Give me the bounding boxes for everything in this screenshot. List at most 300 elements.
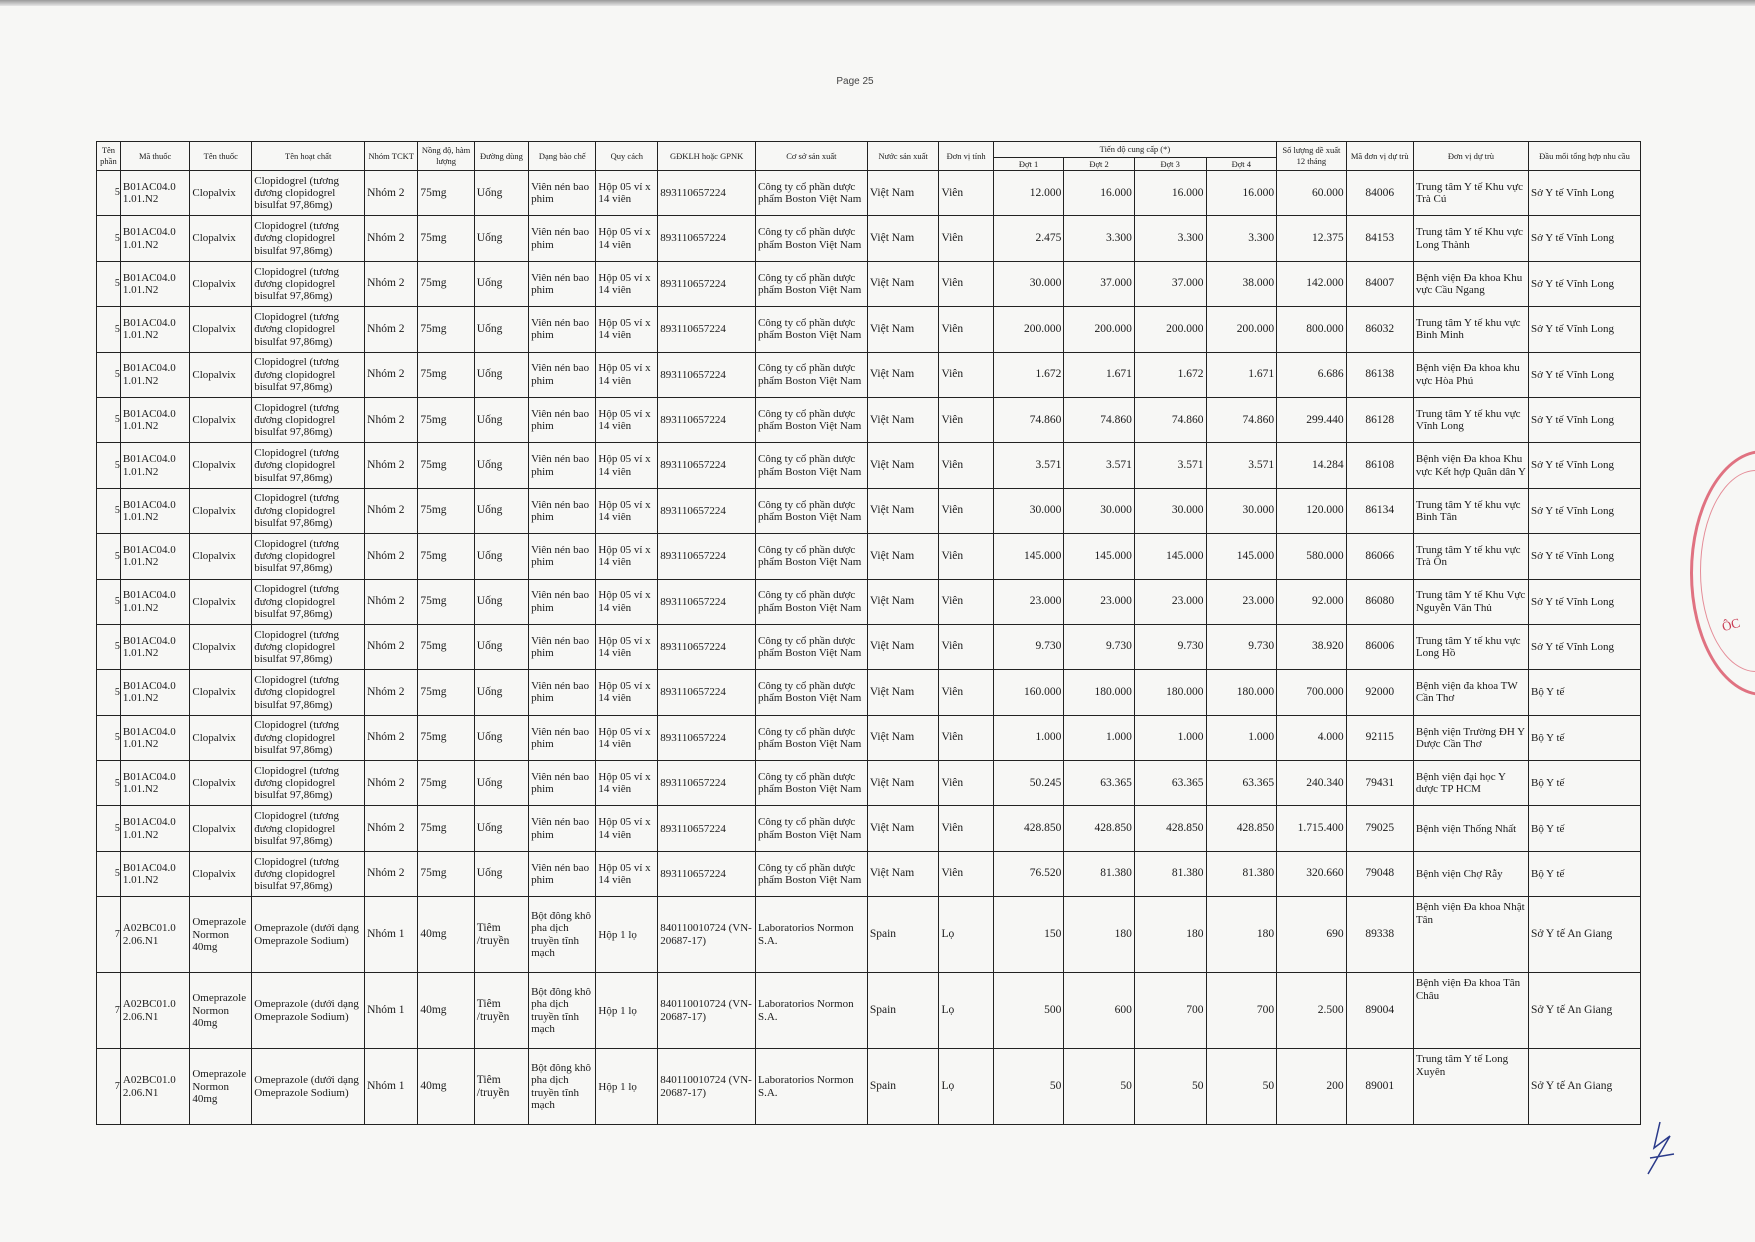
cell-route: Uống [474,488,528,533]
cell-manufacturer: Công ty cổ phần dược phẩm Boston Việt Nam [755,307,867,352]
cell-drug-name: Clopalvix [190,579,252,624]
cell-coordinator: Sở Y tế An Giang [1528,897,1640,973]
cell-route: Uống [474,761,528,806]
cell-manufacturer: Công ty cổ phần dược phẩm Boston Việt Nam [755,806,867,851]
cell-quantity-12-months: 6.686 [1277,352,1346,397]
cell-packaging: Hộp 05 vỉ x 14 viên [596,806,658,851]
cell-requesting-unit: Trung tâm Y tế khu vực Trà Ôn [1413,534,1528,579]
cell-unit-code: 86108 [1346,443,1413,488]
table-row [97,443,1641,488]
cell-registration-number: 893110657224 [658,624,756,669]
cell-packaging: Hộp 05 vỉ x 14 viên [596,307,658,352]
cell-unit-code: 79431 [1346,761,1413,806]
cell-requesting-unit: Trung tâm Y tế khu vực Bình Minh [1413,307,1528,352]
cell-registration-number: 893110657224 [658,443,756,488]
cell-drug-code: B01AC04.0 1.01.N2 [120,171,189,216]
cell-active-ingredient: Clopidogrel (tương đương clopidogrel bisulfat 97,86mg) [252,534,365,579]
header-so-luong: Số lượng dề xuất 12 tháng [1277,142,1346,171]
cell-unit-code: 92115 [1346,715,1413,760]
cell-batch-1: 145.000 [993,534,1064,579]
cell-batch-1: 200.000 [993,307,1064,352]
header-ten-phan: Tên phần [97,142,121,171]
cell-packaging: Hộp 05 vỉ x 14 viên [596,534,658,579]
cell-route: Tiêm /truyền [474,973,528,1049]
cell-drug-name: Clopalvix [190,352,252,397]
cell-batch-1: 9.730 [993,624,1064,669]
cell-group: Nhóm 2 [365,261,418,306]
header-duong-dung: Đường dùng [474,142,528,171]
cell-packaging: Hộp 05 vỉ x 14 viên [596,670,658,715]
cell-row-stt: 5 [97,715,121,760]
cell-country: Việt Nam [867,171,939,216]
header-gdklh: GĐKLH hoặc GPNK [658,142,756,171]
cell-requesting-unit: Bệnh viện Chợ Rẫy [1413,851,1528,896]
cell-concentration: 75mg [418,534,474,579]
cell-requesting-unit: Bệnh viện Đa khoa Tân Châu [1413,973,1528,1049]
cell-registration-number: 893110657224 [658,352,756,397]
cell-batch-2: 1.000 [1064,715,1135,760]
cell-requesting-unit: Trung tâm Y tế Khu Vực Nguyễn Văn Thủ [1413,579,1528,624]
cell-packaging: Hộp 05 vỉ x 14 viên [596,261,658,306]
cell-requesting-unit: Bệnh viện đa khoa TW Cần Thơ [1413,670,1528,715]
cell-registration-number: 893110657224 [658,534,756,579]
cell-coordinator: Sở Y tế Vĩnh Long [1528,261,1640,306]
cell-batch-2: 180 [1064,897,1135,973]
cell-packaging: Hộp 1 lọ [596,973,658,1049]
cell-manufacturer: Công ty cổ phần dược phẩm Boston Việt Nam [755,352,867,397]
cell-quantity-12-months: 700.000 [1277,670,1346,715]
cell-unit: Viên [939,488,993,533]
cell-concentration: 75mg [418,806,474,851]
cell-registration-number: 840110010724 (VN-20687-17) [658,973,756,1049]
cell-batch-3: 81.380 [1134,851,1206,896]
cell-unit-code: 86128 [1346,397,1413,442]
cell-unit: Viên [939,216,993,261]
cell-group: Nhóm 2 [365,488,418,533]
cell-manufacturer: Công ty cổ phần dược phẩm Boston Việt Nam [755,715,867,760]
cell-batch-3: 180.000 [1134,670,1206,715]
cell-packaging: Hộp 05 vỉ x 14 viên [596,761,658,806]
cell-row-stt: 5 [97,443,121,488]
cell-batch-4: 3.571 [1206,443,1277,488]
cell-drug-code: B01AC04.0 1.01.N2 [120,443,189,488]
cell-quantity-12-months: 38.920 [1277,624,1346,669]
cell-packaging: Hộp 1 lọ [596,897,658,973]
cell-concentration: 75mg [418,307,474,352]
cell-manufacturer: Laboratorios Normon S.A. [755,973,867,1049]
cell-batch-1: 3.571 [993,443,1064,488]
header-dot-1: Đợt 1 [993,158,1064,171]
cell-unit: Viên [939,670,993,715]
cell-batch-1: 30.000 [993,488,1064,533]
cell-batch-2: 63.365 [1064,761,1135,806]
cell-packaging: Hộp 05 vỉ x 14 viên [596,851,658,896]
cell-unit-code: 86066 [1346,534,1413,579]
cell-requesting-unit: Bệnh viện Trường ĐH Y Dược Cần Thơ [1413,715,1528,760]
cell-row-stt: 5 [97,307,121,352]
cell-unit: Viên [939,534,993,579]
cell-group: Nhóm 2 [365,670,418,715]
cell-registration-number: 893110657224 [658,397,756,442]
cell-drug-code: B01AC04.0 1.01.N2 [120,806,189,851]
cell-packaging: Hộp 05 vỉ x 14 viên [596,443,658,488]
drug-requirement-table [96,141,1641,1125]
cell-unit: Viên [939,171,993,216]
cell-dosage-form: Viên nén bao phim [529,715,596,760]
cell-packaging: Hộp 05 vỉ x 14 viên [596,624,658,669]
cell-country: Việt Nam [867,670,939,715]
drug-table-container [96,141,1641,1125]
cell-row-stt: 5 [97,534,121,579]
cell-batch-4: 180.000 [1206,670,1277,715]
cell-registration-number: 893110657224 [658,488,756,533]
cell-country: Việt Nam [867,579,939,624]
cell-requesting-unit: Bệnh viện Đa khoa khu vực Hòa Phú [1413,352,1528,397]
table-row [97,534,1641,579]
cell-coordinator: Sở Y tế Vĩnh Long [1528,488,1640,533]
cell-active-ingredient: Omeprazole (dưới dạng Omeprazole Sodium) [252,1049,365,1125]
cell-batch-4: 1.671 [1206,352,1277,397]
table-row [97,1049,1641,1125]
cell-unit: Viên [939,806,993,851]
cell-batch-4: 428.850 [1206,806,1277,851]
cell-quantity-12-months: 142.000 [1277,261,1346,306]
cell-row-stt: 5 [97,579,121,624]
cell-country: Việt Nam [867,624,939,669]
cell-coordinator: Sở Y tế Vĩnh Long [1528,216,1640,261]
cell-unit: Viên [939,715,993,760]
cell-drug-name: Clopalvix [190,443,252,488]
cell-active-ingredient: Clopidogrel (tương đương clopidogrel bisulfat 97,86mg) [252,715,365,760]
cell-coordinator: Sở Y tế Vĩnh Long [1528,579,1640,624]
cell-row-stt: 5 [97,397,121,442]
cell-route: Uống [474,534,528,579]
cell-drug-name: Clopalvix [190,534,252,579]
cell-coordinator: Bộ Y tế [1528,806,1640,851]
cell-concentration: 75mg [418,216,474,261]
table-row [97,670,1641,715]
cell-concentration: 75mg [418,761,474,806]
cell-batch-3: 145.000 [1134,534,1206,579]
cell-row-stt: 7 [97,897,121,973]
cell-country: Spain [867,897,939,973]
cell-active-ingredient: Clopidogrel (tương đương clopidogrel bisulfat 97,86mg) [252,761,365,806]
table-row [97,806,1641,851]
cell-batch-4: 180 [1206,897,1277,973]
cell-batch-4: 63.365 [1206,761,1277,806]
cell-concentration: 75mg [418,352,474,397]
cell-group: Nhóm 2 [365,534,418,579]
cell-coordinator: Sở Y tế An Giang [1528,973,1640,1049]
cell-batch-2: 23.000 [1064,579,1135,624]
cell-concentration: 75mg [418,443,474,488]
cell-country: Spain [867,1049,939,1125]
cell-route: Tiêm /truyền [474,1049,528,1125]
cell-batch-4: 3.300 [1206,216,1277,261]
cell-unit-code: 79048 [1346,851,1413,896]
cell-requesting-unit: Trung tâm Y tế khu vực Vĩnh Long [1413,397,1528,442]
cell-registration-number: 893110657224 [658,171,756,216]
cell-concentration: 75mg [418,715,474,760]
cell-concentration: 75mg [418,397,474,442]
cell-dosage-form: Viên nén bao phim [529,307,596,352]
cell-registration-number: 893110657224 [658,806,756,851]
cell-batch-2: 30.000 [1064,488,1135,533]
cell-unit-code: 84007 [1346,261,1413,306]
cell-requesting-unit: Bệnh viện Thống Nhất [1413,806,1528,851]
cell-drug-code: B01AC04.0 1.01.N2 [120,670,189,715]
cell-batch-2: 1.671 [1064,352,1135,397]
cell-coordinator: Sở Y tế Vĩnh Long [1528,624,1640,669]
cell-manufacturer: Công ty cổ phần dược phẩm Boston Việt Nam [755,624,867,669]
cell-batch-4: 50 [1206,1049,1277,1125]
cell-coordinator: Sở Y tế An Giang [1528,1049,1640,1125]
cell-batch-3: 23.000 [1134,579,1206,624]
cell-batch-1: 2.475 [993,216,1064,261]
cell-dosage-form: Viên nén bao phim [529,579,596,624]
header-ma-thuoc: Mã thuốc [120,142,189,171]
cell-group: Nhóm 2 [365,579,418,624]
table-row [97,397,1641,442]
cell-batch-2: 9.730 [1064,624,1135,669]
cell-group: Nhóm 1 [365,897,418,973]
cell-concentration: 40mg [418,973,474,1049]
cell-unit: Viên [939,761,993,806]
cell-drug-code: B01AC04.0 1.01.N2 [120,761,189,806]
cell-drug-name: Clopalvix [190,624,252,669]
cell-row-stt: 5 [97,171,121,216]
cell-unit: Viên [939,307,993,352]
cell-row-stt: 7 [97,973,121,1049]
cell-unit: Lọ [939,973,993,1049]
header-dot-2: Đợt 2 [1064,158,1135,171]
cell-batch-2: 145.000 [1064,534,1135,579]
cell-batch-1: 76.520 [993,851,1064,896]
cell-row-stt: 5 [97,624,121,669]
cell-batch-2: 81.380 [1064,851,1135,896]
cell-registration-number: 893110657224 [658,579,756,624]
header-dot-3: Đợt 3 [1134,158,1206,171]
cell-row-stt: 5 [97,216,121,261]
cell-row-stt: 5 [97,488,121,533]
cell-unit-code: 92000 [1346,670,1413,715]
cell-unit: Viên [939,624,993,669]
cell-concentration: 75mg [418,670,474,715]
cell-drug-name: Clopalvix [190,261,252,306]
cell-batch-1: 74.860 [993,397,1064,442]
header-nuoc-san-xuat: Nước sản xuất [867,142,939,171]
cell-concentration: 75mg [418,624,474,669]
cell-coordinator: Sở Y tế Vĩnh Long [1528,352,1640,397]
cell-group: Nhóm 2 [365,397,418,442]
cell-dosage-form: Bột đông khô pha dịch truyền tĩnh mạch [529,1049,596,1125]
cell-batch-4: 23.000 [1206,579,1277,624]
header-ten-hoat-chat: Tên hoạt chất [252,142,365,171]
cell-route: Uống [474,307,528,352]
cell-active-ingredient: Clopidogrel (tương đương clopidogrel bisulfat 97,86mg) [252,851,365,896]
cell-unit: Viên [939,352,993,397]
cell-manufacturer: Laboratorios Normon S.A. [755,1049,867,1125]
cell-batch-1: 50.245 [993,761,1064,806]
cell-batch-3: 3.571 [1134,443,1206,488]
cell-country: Việt Nam [867,352,939,397]
cell-coordinator: Bộ Y tế [1528,851,1640,896]
cell-unit: Viên [939,579,993,624]
cell-batch-4: 38.000 [1206,261,1277,306]
cell-coordinator: Sở Y tế Vĩnh Long [1528,171,1640,216]
cell-batch-3: 50 [1134,1049,1206,1125]
cell-batch-1: 160.000 [993,670,1064,715]
cell-quantity-12-months: 120.000 [1277,488,1346,533]
cell-drug-code: B01AC04.0 1.01.N2 [120,534,189,579]
cell-route: Uống [474,261,528,306]
cell-concentration: 75mg [418,488,474,533]
cell-dosage-form: Viên nén bao phim [529,171,596,216]
cell-batch-3: 1.672 [1134,352,1206,397]
cell-dosage-form: Bột đông khô pha dịch truyền tĩnh mạch [529,973,596,1049]
cell-batch-3: 3.300 [1134,216,1206,261]
cell-batch-3: 1.000 [1134,715,1206,760]
cell-route: Uống [474,806,528,851]
cell-row-stt: 5 [97,806,121,851]
cell-batch-4: 30.000 [1206,488,1277,533]
cell-packaging: Hộp 1 lọ [596,1049,658,1125]
cell-batch-1: 1.672 [993,352,1064,397]
cell-quantity-12-months: 14.284 [1277,443,1346,488]
cell-concentration: 75mg [418,851,474,896]
cell-group: Nhóm 2 [365,624,418,669]
cell-batch-2: 50 [1064,1049,1135,1125]
cell-active-ingredient: Clopidogrel (tương đương clopidogrel bisulfat 97,86mg) [252,488,365,533]
cell-row-stt: 5 [97,670,121,715]
cell-route: Uống [474,171,528,216]
cell-batch-1: 150 [993,897,1064,973]
cell-batch-2: 180.000 [1064,670,1135,715]
cell-drug-name: Clopalvix [190,307,252,352]
cell-concentration: 75mg [418,579,474,624]
cell-dosage-form: Bột đông khô pha dịch truyền tĩnh mạch [529,897,596,973]
cell-requesting-unit: Trung tâm Y tế khu vực Long Hồ [1413,624,1528,669]
cell-batch-1: 12.000 [993,171,1064,216]
cell-group: Nhóm 2 [365,806,418,851]
cell-route: Uống [474,670,528,715]
cell-active-ingredient: Clopidogrel (tương đương clopidogrel bisulfat 97,86mg) [252,171,365,216]
cell-drug-name: Clopalvix [190,397,252,442]
cell-manufacturer: Công ty cổ phần dược phẩm Boston Việt Nam [755,216,867,261]
cell-active-ingredient: Clopidogrel (tương đương clopidogrel bisulfat 97,86mg) [252,579,365,624]
cell-route: Tiêm /truyền [474,897,528,973]
cell-drug-code: A02BC01.0 2.06.N1 [120,973,189,1049]
cell-row-stt: 5 [97,352,121,397]
cell-registration-number: 893110657224 [658,761,756,806]
cell-drug-name: Omeprazole Normon 40mg [190,1049,252,1125]
cell-batch-3: 180 [1134,897,1206,973]
cell-unit: Viên [939,851,993,896]
cell-batch-2: 3.571 [1064,443,1135,488]
cell-country: Việt Nam [867,806,939,851]
cell-route: Uống [474,443,528,488]
cell-packaging: Hộp 05 vỉ x 14 viên [596,715,658,760]
cell-quantity-12-months: 60.000 [1277,171,1346,216]
header-don-vi-tinh: Đơn vị tính [939,142,993,171]
cell-packaging: Hộp 05 vỉ x 14 viên [596,171,658,216]
cell-unit-code: 84006 [1346,171,1413,216]
cell-batch-3: 63.365 [1134,761,1206,806]
cell-group: Nhóm 2 [365,216,418,261]
table-row [97,715,1641,760]
cell-manufacturer: Laboratorios Normon S.A. [755,897,867,973]
cell-quantity-12-months: 2.500 [1277,973,1346,1049]
cell-manufacturer: Công ty cổ phần dược phẩm Boston Việt Nam [755,397,867,442]
cell-batch-3: 700 [1134,973,1206,1049]
cell-country: Việt Nam [867,443,939,488]
cell-country: Việt Nam [867,715,939,760]
table-body [97,171,1641,1125]
cell-drug-name: Clopalvix [190,851,252,896]
cell-batch-1: 1.000 [993,715,1064,760]
cell-active-ingredient: Clopidogrel (tương đương clopidogrel bisulfat 97,86mg) [252,352,365,397]
cell-requesting-unit: Trung tâm Y tế khu vực Bình Tân [1413,488,1528,533]
cell-batch-2: 428.850 [1064,806,1135,851]
cell-batch-4: 16.000 [1206,171,1277,216]
cell-route: Uống [474,624,528,669]
cell-manufacturer: Công ty cổ phần dược phẩm Boston Việt Nam [755,171,867,216]
header-nong-do: Nồng độ, hàm lượng [418,142,474,171]
cell-packaging: Hộp 05 vỉ x 14 viên [596,397,658,442]
cell-unit-code: 86134 [1346,488,1413,533]
stamp-text: ÔC [1720,614,1742,635]
cell-manufacturer: Công ty cổ phần dược phẩm Boston Việt Nam [755,488,867,533]
cell-batch-3: 200.000 [1134,307,1206,352]
cell-unit: Viên [939,397,993,442]
cell-drug-code: B01AC04.0 1.01.N2 [120,397,189,442]
cell-batch-2: 74.860 [1064,397,1135,442]
cell-dosage-form: Viên nén bao phim [529,443,596,488]
cell-requesting-unit: Bệnh viện Đa khoa Nhật Tân [1413,897,1528,973]
cell-unit: Viên [939,443,993,488]
cell-drug-code: A02BC01.0 2.06.N1 [120,1049,189,1125]
cell-packaging: Hộp 05 vỉ x 14 viên [596,216,658,261]
cell-batch-3: 37.000 [1134,261,1206,306]
cell-drug-code: B01AC04.0 1.01.N2 [120,307,189,352]
cell-active-ingredient: Omeprazole (dưới dạng Omeprazole Sodium) [252,973,365,1049]
cell-coordinator: Bộ Y tế [1528,670,1640,715]
cell-requesting-unit: Trung tâm Y tế Long Xuyên [1413,1049,1528,1125]
cell-route: Uống [474,352,528,397]
cell-drug-code: B01AC04.0 1.01.N2 [120,715,189,760]
table-row [97,352,1641,397]
header-nhom-tckt: Nhóm TCKT [365,142,418,171]
cell-quantity-12-months: 580.000 [1277,534,1346,579]
cell-batch-4: 145.000 [1206,534,1277,579]
cell-drug-name: Clopalvix [190,715,252,760]
cell-country: Việt Nam [867,261,939,306]
cell-group: Nhóm 2 [365,851,418,896]
cell-route: Uống [474,715,528,760]
cell-batch-2: 37.000 [1064,261,1135,306]
cell-quantity-12-months: 299.440 [1277,397,1346,442]
cell-drug-code: A02BC01.0 2.06.N1 [120,897,189,973]
cell-quantity-12-months: 92.000 [1277,579,1346,624]
cell-coordinator: Sở Y tế Vĩnh Long [1528,307,1640,352]
cell-drug-name: Omeprazole Normon 40mg [190,973,252,1049]
cell-group: Nhóm 2 [365,171,418,216]
cell-active-ingredient: Clopidogrel (tương đương clopidogrel bisulfat 97,86mg) [252,307,365,352]
header-co-so-san-xuat: Cơ sở sản xuất [755,142,867,171]
cell-dosage-form: Viên nén bao phim [529,216,596,261]
cell-manufacturer: Công ty cổ phần dược phẩm Boston Việt Nam [755,670,867,715]
cell-coordinator: Sở Y tế Vĩnh Long [1528,443,1640,488]
